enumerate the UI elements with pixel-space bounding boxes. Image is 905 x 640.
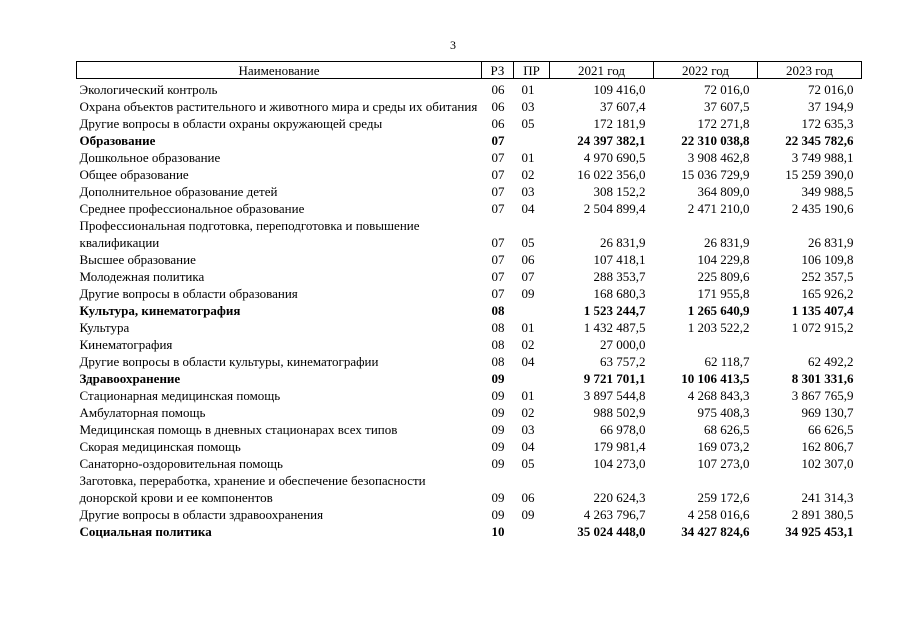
- row-pr-code: 05: [521, 456, 535, 471]
- row-name: Охрана объектов растительного и животного мира и среды их обитания: [79, 99, 478, 114]
- row-name: Среднее профессиональное образование: [79, 201, 305, 216]
- row-pr-code: [514, 523, 550, 540]
- row-rz-code: 07: [491, 252, 505, 267]
- row-name: Заготовка, переработка, хранение и обеспечение безопасности донорской крови и ее компонентов: [79, 473, 426, 505]
- row-value-2023: 241 314,3: [801, 490, 854, 505]
- header-2021: 2021 год: [550, 62, 654, 79]
- row-pr-code: 07: [521, 269, 535, 284]
- row-value-2021: 988 502,9: [593, 405, 646, 420]
- row-rz-code: 07: [491, 201, 505, 216]
- row-value-2023: 26 831,9: [808, 235, 854, 250]
- row-name: Социальная политика: [79, 524, 212, 539]
- row-value-2021: 4 263 796,7: [583, 507, 646, 522]
- row-pr-code: 04: [521, 439, 535, 454]
- row-pr-code: 03: [521, 99, 535, 114]
- row-rz-code: 09: [491, 422, 505, 437]
- row-rz-code: 07: [491, 235, 505, 250]
- row-value-2022: 72 016,0: [704, 82, 750, 97]
- section-row: [77, 523, 862, 540]
- row-rz-code: 07: [491, 133, 505, 148]
- row-pr-code: 01: [521, 82, 535, 97]
- row-name: Образование: [79, 133, 156, 148]
- row-value-2023: 172 635,3: [801, 116, 854, 131]
- table-row: [77, 115, 862, 132]
- row-value-2021: 27 000,0: [600, 337, 646, 352]
- row-pr-code: 03: [521, 184, 535, 199]
- row-rz-code: 09: [491, 388, 505, 403]
- row-value-2023: 22 345 782,6: [785, 133, 854, 148]
- row-name: Культура, кинематография: [79, 303, 241, 318]
- section-row: [77, 370, 862, 387]
- row-rz-code: 08: [491, 337, 505, 352]
- table-row: [77, 268, 862, 285]
- table-row: [77, 285, 862, 302]
- table-row: [77, 336, 862, 353]
- header-name: Наименование: [77, 62, 482, 79]
- row-value-2022: 1 203 522,2: [687, 320, 750, 335]
- row-rz-code: 06: [491, 82, 505, 97]
- row-value-2022: 3 908 462,8: [687, 150, 750, 165]
- row-value-2021: 107 418,1: [593, 252, 646, 267]
- row-value-2021: 4 970 690,5: [583, 150, 646, 165]
- row-value-2022: 15 036 729,9: [681, 167, 750, 182]
- row-value-2023: 3 867 765,9: [791, 388, 854, 403]
- row-pr-code: 09: [521, 507, 535, 522]
- row-name: Стационарная медицинская помощь: [79, 388, 281, 403]
- row-pr-code: 04: [521, 201, 535, 216]
- table-row: [77, 166, 862, 183]
- row-value-2021: 24 397 382,1: [577, 133, 646, 148]
- row-value-2022: 364 809,0: [697, 184, 750, 199]
- row-name: Экологический контроль: [79, 82, 218, 97]
- row-name: Другие вопросы в области культуры, кинематографии: [79, 354, 379, 369]
- row-value-2023: 66 626,5: [808, 422, 854, 437]
- row-value-2021: 288 353,7: [593, 269, 646, 284]
- row-value-2023: 62 492,2: [808, 354, 854, 369]
- row-value-2023: 102 307,0: [801, 456, 854, 471]
- table-row: [77, 472, 862, 506]
- table-row: [77, 200, 862, 217]
- row-name: Другие вопросы в области охраны окружающей среды: [79, 116, 383, 131]
- row-rz-code: 07: [491, 269, 505, 284]
- row-name: Санаторно-оздоровительная помощь: [79, 456, 283, 471]
- row-value-2021: 26 831,9: [600, 235, 646, 250]
- row-pr-code: 01: [521, 150, 535, 165]
- table-body: [77, 79, 862, 541]
- row-value-2023: 252 357,5: [801, 269, 854, 284]
- row-value-2022: 171 955,8: [697, 286, 750, 301]
- page-number: 3: [450, 38, 456, 52]
- table-row: [77, 79, 862, 99]
- row-value-2023: 162 806,7: [801, 439, 854, 454]
- row-rz-code: 07: [491, 167, 505, 182]
- row-name: Культура: [79, 320, 130, 335]
- row-value-2021: 168 680,3: [593, 286, 646, 301]
- table-row: [77, 404, 862, 421]
- row-pr-code: 01: [521, 320, 535, 335]
- row-value-2021: 9 721 701,1: [583, 371, 646, 386]
- table-row: [77, 506, 862, 523]
- row-value-2022: 37 607,5: [704, 99, 750, 114]
- row-value-2021: 104 273,0: [593, 456, 646, 471]
- row-value-2021: 37 607,4: [600, 99, 646, 114]
- row-rz-code: 09: [491, 405, 505, 420]
- row-value-2022: 2 471 210,0: [687, 201, 750, 216]
- row-rz-code: 09: [491, 507, 505, 522]
- row-name: Другие вопросы в области здравоохранения: [79, 507, 324, 522]
- row-value-2021: 109 416,0: [593, 82, 646, 97]
- row-pr-code: 09: [521, 286, 535, 301]
- row-value-2023: 15 259 390,0: [785, 167, 854, 182]
- row-value-2023: 2 891 380,5: [791, 507, 854, 522]
- row-value-2021: 179 981,4: [593, 439, 646, 454]
- row-value-2023: 969 130,7: [801, 405, 854, 420]
- row-rz-code: 08: [491, 354, 505, 369]
- section-row: [77, 132, 862, 149]
- row-value-2021: 63 757,2: [600, 354, 646, 369]
- row-value-2023: 72 016,0: [808, 82, 854, 97]
- table-row: [77, 217, 862, 251]
- row-name: Дошкольное образование: [79, 150, 221, 165]
- table-row: [77, 455, 862, 472]
- row-value-2023: 8 301 331,6: [791, 371, 854, 386]
- row-value-2023: 34 925 453,1: [785, 524, 854, 539]
- row-pr-code: 02: [521, 405, 535, 420]
- row-rz-code: 09: [491, 456, 505, 471]
- row-value-2023: 3 749 988,1: [791, 150, 854, 165]
- row-value-2022: 104 229,8: [697, 252, 750, 267]
- row-value-2022: 1 265 640,9: [687, 303, 750, 318]
- row-value-2022: 4 258 016,6: [687, 507, 750, 522]
- row-value-2023: 106 109,8: [801, 252, 854, 267]
- table-row: [77, 149, 862, 166]
- section-row: [77, 302, 862, 319]
- header-pr: ПР: [514, 62, 550, 79]
- header-2022: 2022 год: [654, 62, 758, 79]
- row-value-2022: 107 273,0: [697, 456, 750, 471]
- table-row: [77, 387, 862, 404]
- row-pr-code: [514, 302, 550, 319]
- row-rz-code: 09: [491, 371, 505, 386]
- row-value-2023: 1 072 915,2: [791, 320, 854, 335]
- row-name: Другие вопросы в области образования: [79, 286, 298, 301]
- row-name: Здравоохранение: [79, 371, 181, 386]
- table-row: [77, 319, 862, 336]
- row-value-2023: 1 135 407,4: [791, 303, 854, 318]
- row-value-2022: 975 408,3: [697, 405, 750, 420]
- row-value-2023: 2 435 190,6: [791, 201, 854, 216]
- row-name: Общее образование: [79, 167, 189, 182]
- row-rz-code: 07: [491, 150, 505, 165]
- row-value-2021: 220 624,3: [593, 490, 646, 505]
- row-value-2021: 16 022 356,0: [577, 167, 646, 182]
- row-value-2021: 1 432 487,5: [583, 320, 646, 335]
- table-row: [77, 421, 862, 438]
- row-value-2021: 1 523 244,7: [583, 303, 646, 318]
- row-pr-code: 05: [521, 235, 535, 250]
- row-pr-code: 02: [521, 337, 535, 352]
- row-pr-code: 01: [521, 388, 535, 403]
- table-row: [77, 353, 862, 370]
- row-pr-code: 02: [521, 167, 535, 182]
- header-2023: 2023 год: [758, 62, 862, 79]
- row-value-2022: 169 073,2: [697, 439, 750, 454]
- row-name: Высшее образование: [79, 252, 196, 267]
- row-value-2022: 4 268 843,3: [687, 388, 750, 403]
- table-row: [77, 438, 862, 455]
- row-name: Кинематография: [79, 337, 173, 352]
- row-value-2023: 165 926,2: [801, 286, 854, 301]
- row-value-2023: [758, 336, 862, 353]
- row-value-2021: 66 978,0: [600, 422, 646, 437]
- row-rz-code: 06: [491, 99, 505, 114]
- table-header: [77, 62, 862, 79]
- row-value-2022: 34 427 824,6: [681, 524, 750, 539]
- row-value-2021: 2 504 899,4: [583, 201, 646, 216]
- row-value-2022: 259 172,6: [697, 490, 750, 505]
- row-rz-code: 07: [491, 184, 505, 199]
- row-pr-code: 06: [521, 490, 535, 505]
- row-pr-code: [514, 370, 550, 387]
- row-rz-code: 09: [491, 490, 505, 505]
- row-name: Молодежная политика: [79, 269, 205, 284]
- row-value-2021: 3 897 544,8: [583, 388, 646, 403]
- row-value-2023: 349 988,5: [801, 184, 854, 199]
- row-value-2022: 172 271,8: [697, 116, 750, 131]
- row-value-2022: 22 310 038,8: [681, 133, 750, 148]
- row-value-2021: 172 181,9: [593, 116, 646, 131]
- row-pr-code: [514, 132, 550, 149]
- row-value-2022: 62 118,7: [704, 354, 750, 369]
- row-value-2022: 225 809,6: [697, 269, 750, 284]
- row-rz-code: 10: [491, 524, 505, 539]
- row-value-2022: 26 831,9: [704, 235, 750, 250]
- row-name: Амбулаторная помощь: [79, 405, 206, 420]
- table-row: [77, 98, 862, 115]
- row-name: Дополнительное образование детей: [79, 184, 278, 199]
- budget-table: [76, 61, 862, 540]
- row-pr-code: 05: [521, 116, 535, 131]
- row-value-2021: 308 152,2: [593, 184, 646, 199]
- row-value-2022: 68 626,5: [704, 422, 750, 437]
- header-rz: РЗ: [482, 62, 514, 79]
- row-rz-code: 08: [491, 320, 505, 335]
- row-value-2021: 35 024 448,0: [577, 524, 646, 539]
- row-value-2023: 37 194,9: [808, 99, 854, 114]
- row-pr-code: 06: [521, 252, 535, 267]
- row-name: Профессиональная подготовка, переподготовка и повышение квалификации: [79, 218, 420, 250]
- row-rz-code: 08: [491, 303, 505, 318]
- table-row: [77, 183, 862, 200]
- row-value-2022: 10 106 413,5: [681, 371, 750, 386]
- row-rz-code: 09: [491, 439, 505, 454]
- row-value-2022: [654, 336, 758, 353]
- row-name: Медицинская помощь в дневных стационарах всех типов: [79, 422, 398, 437]
- row-rz-code: 07: [491, 286, 505, 301]
- table-row: [77, 251, 862, 268]
- row-pr-code: 04: [521, 354, 535, 369]
- row-rz-code: 06: [491, 116, 505, 131]
- row-name: Скорая медицинская помощь: [79, 439, 241, 454]
- row-pr-code: 03: [521, 422, 535, 437]
